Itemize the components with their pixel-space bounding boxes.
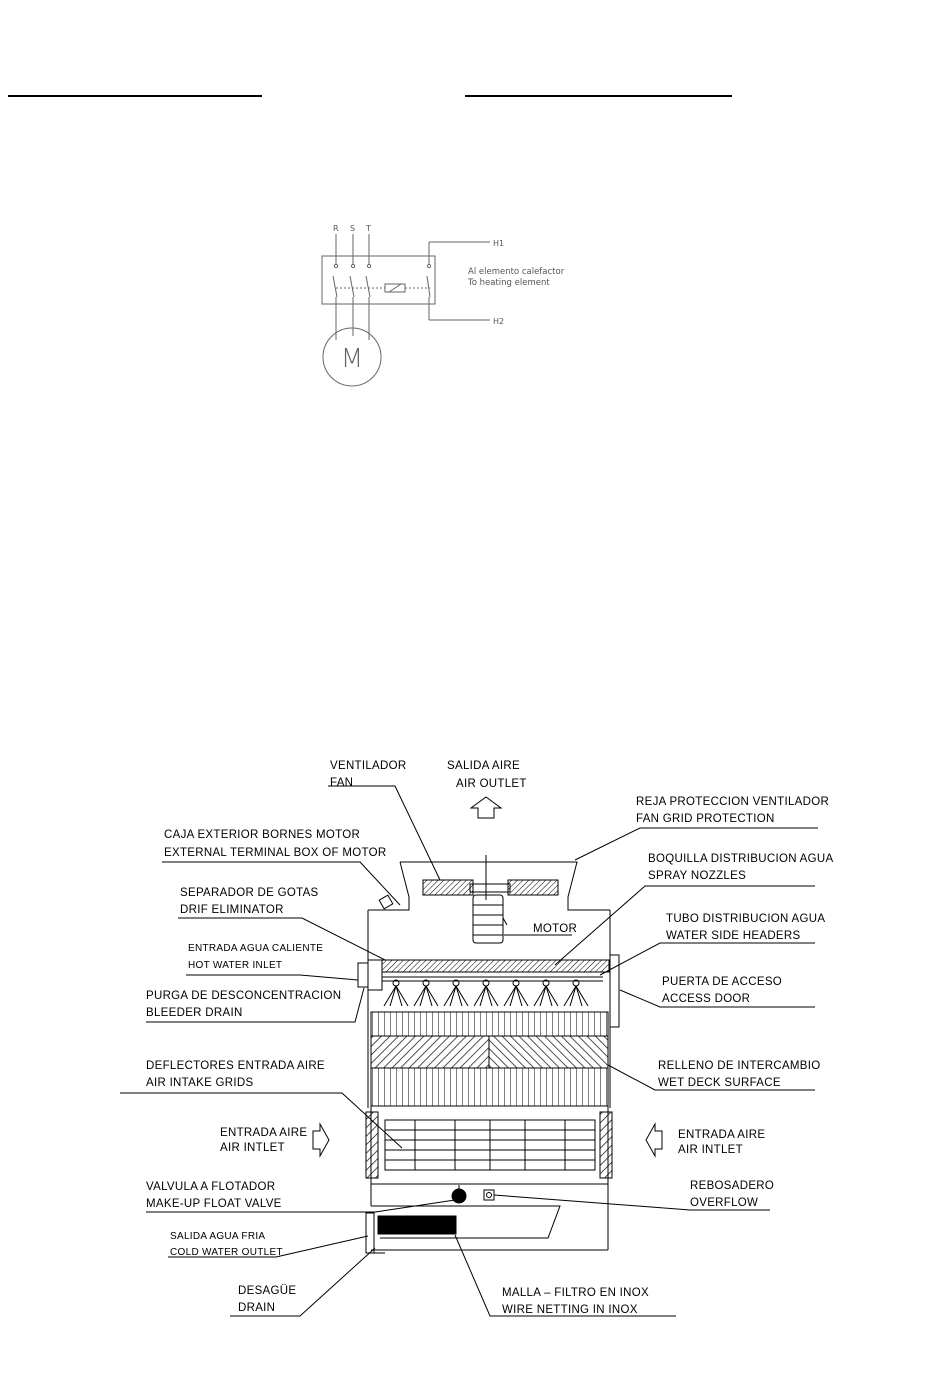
terminal-box xyxy=(379,895,393,909)
label-door-es: PUERTA DE ACCESO xyxy=(662,976,783,988)
label-air-outlet-es: SALIDA AIRE xyxy=(447,760,520,772)
h2-label: H2 xyxy=(493,317,505,326)
label-drift-es: SEPARADOR DE GOTAS xyxy=(180,887,319,899)
air-outlet-arrow xyxy=(471,797,501,818)
label-motor: MOTOR xyxy=(533,923,578,935)
motor-letter: M xyxy=(340,344,364,374)
fill-lower xyxy=(371,1068,608,1106)
label-overflow-es: REBOSADERO xyxy=(690,1180,775,1192)
label-deflect-es: DEFLECTORES ENTRADA AIRE xyxy=(146,1060,325,1072)
label-inlet-right-es: ENTRADA AIRE xyxy=(678,1129,766,1141)
label-grid-es: REJA PROTECCION VENTILADOR xyxy=(636,796,830,808)
air-inlet-arrow-left xyxy=(313,1124,329,1156)
label-fill-en: WET DECK SURFACE xyxy=(658,1077,781,1089)
fan-blade-right xyxy=(508,880,558,895)
heating-label-en: To heating element xyxy=(468,278,550,288)
label-mesh-es: MALLA – FILTRO EN INOX xyxy=(502,1287,649,1299)
label-drift-en: DRIF ELIMINATOR xyxy=(180,904,284,916)
label-deflect-en: AIR INTAKE GRIDS xyxy=(146,1077,254,1089)
label-drain-en: DRAIN xyxy=(238,1302,276,1314)
spray-nozzles xyxy=(384,980,588,1006)
hot-water-inlet xyxy=(358,963,368,987)
label-fan-es: VENTILADOR xyxy=(330,760,407,772)
label-float-es: VALVULA A FLOTADOR xyxy=(146,1181,276,1193)
air-inlet-arrow-right xyxy=(646,1124,662,1156)
label-inlet-left-en: AIR INTLET xyxy=(220,1142,285,1154)
label-door-en: ACCESS DOOR xyxy=(662,993,751,1005)
fill-upper xyxy=(371,1012,608,1036)
motor-body xyxy=(473,895,503,943)
float-valve xyxy=(452,1189,466,1203)
label-terminal-en: EXTERNAL TERMINAL BOX OF MOTOR xyxy=(164,847,387,859)
wire-netting-filter xyxy=(378,1216,456,1234)
drift-eliminator xyxy=(382,960,609,972)
h1-label: H1 xyxy=(493,239,505,248)
label-air-outlet-en: AIR OUTLET xyxy=(456,778,527,790)
label-hot-en: HOT WATER INLET xyxy=(188,960,283,971)
phase-s: S xyxy=(350,224,356,233)
label-fill-es: RELLENO DE INTERCAMBIO xyxy=(658,1060,821,1072)
cold-water-outlet xyxy=(366,1213,374,1253)
label-tube-es: TUBO DISTRIBUCION AGUA xyxy=(666,913,826,925)
label-inlet-left-es: ENTRADA AIRE xyxy=(220,1127,308,1139)
phase-r: R xyxy=(333,224,339,233)
intake-grid-right xyxy=(600,1112,612,1178)
label-bleed-es: PURGA DE DESCONCENTRACION xyxy=(146,990,342,1002)
label-inlet-right-en: AIR INTLET xyxy=(678,1144,743,1156)
label-nozzle-en: SPRAY NOZZLES xyxy=(648,870,747,882)
label-terminal-es: CAJA EXTERIOR BORNES MOTOR xyxy=(164,829,361,841)
heating-label-es: Al elemento calefactor xyxy=(468,267,565,277)
label-overflow-en: OVERFLOW xyxy=(690,1197,759,1209)
label-hot-es: ENTRADA AGUA CALIENTE xyxy=(188,943,324,954)
label-bleed-en: BLEEDER DRAIN xyxy=(146,1007,243,1019)
label-drain-es: DESAGÜE xyxy=(238,1285,297,1297)
label-fan-en: FAN xyxy=(330,777,354,789)
fill-middle-right xyxy=(489,1036,608,1068)
intake-grid-left xyxy=(366,1112,378,1178)
fan-blade-left xyxy=(423,880,473,895)
label-cold-en: COLD WATER OUTLET xyxy=(170,1247,283,1258)
label-tube-en: WATER SIDE HEADERS xyxy=(666,930,801,942)
label-nozzle-es: BOQUILLA DISTRIBUCION AGUA xyxy=(648,853,834,865)
label-float-en: MAKE-UP FLOAT VALVE xyxy=(146,1198,282,1210)
phase-t: T xyxy=(366,224,371,233)
fill-middle-left xyxy=(371,1036,489,1068)
label-mesh-en: WIRE NETTING IN INOX xyxy=(502,1304,638,1316)
overflow-pipe xyxy=(484,1190,494,1200)
label-cold-es: SALIDA AGUA FRIA xyxy=(170,1231,266,1242)
label-grid-en: FAN GRID PROTECTION xyxy=(636,813,775,825)
